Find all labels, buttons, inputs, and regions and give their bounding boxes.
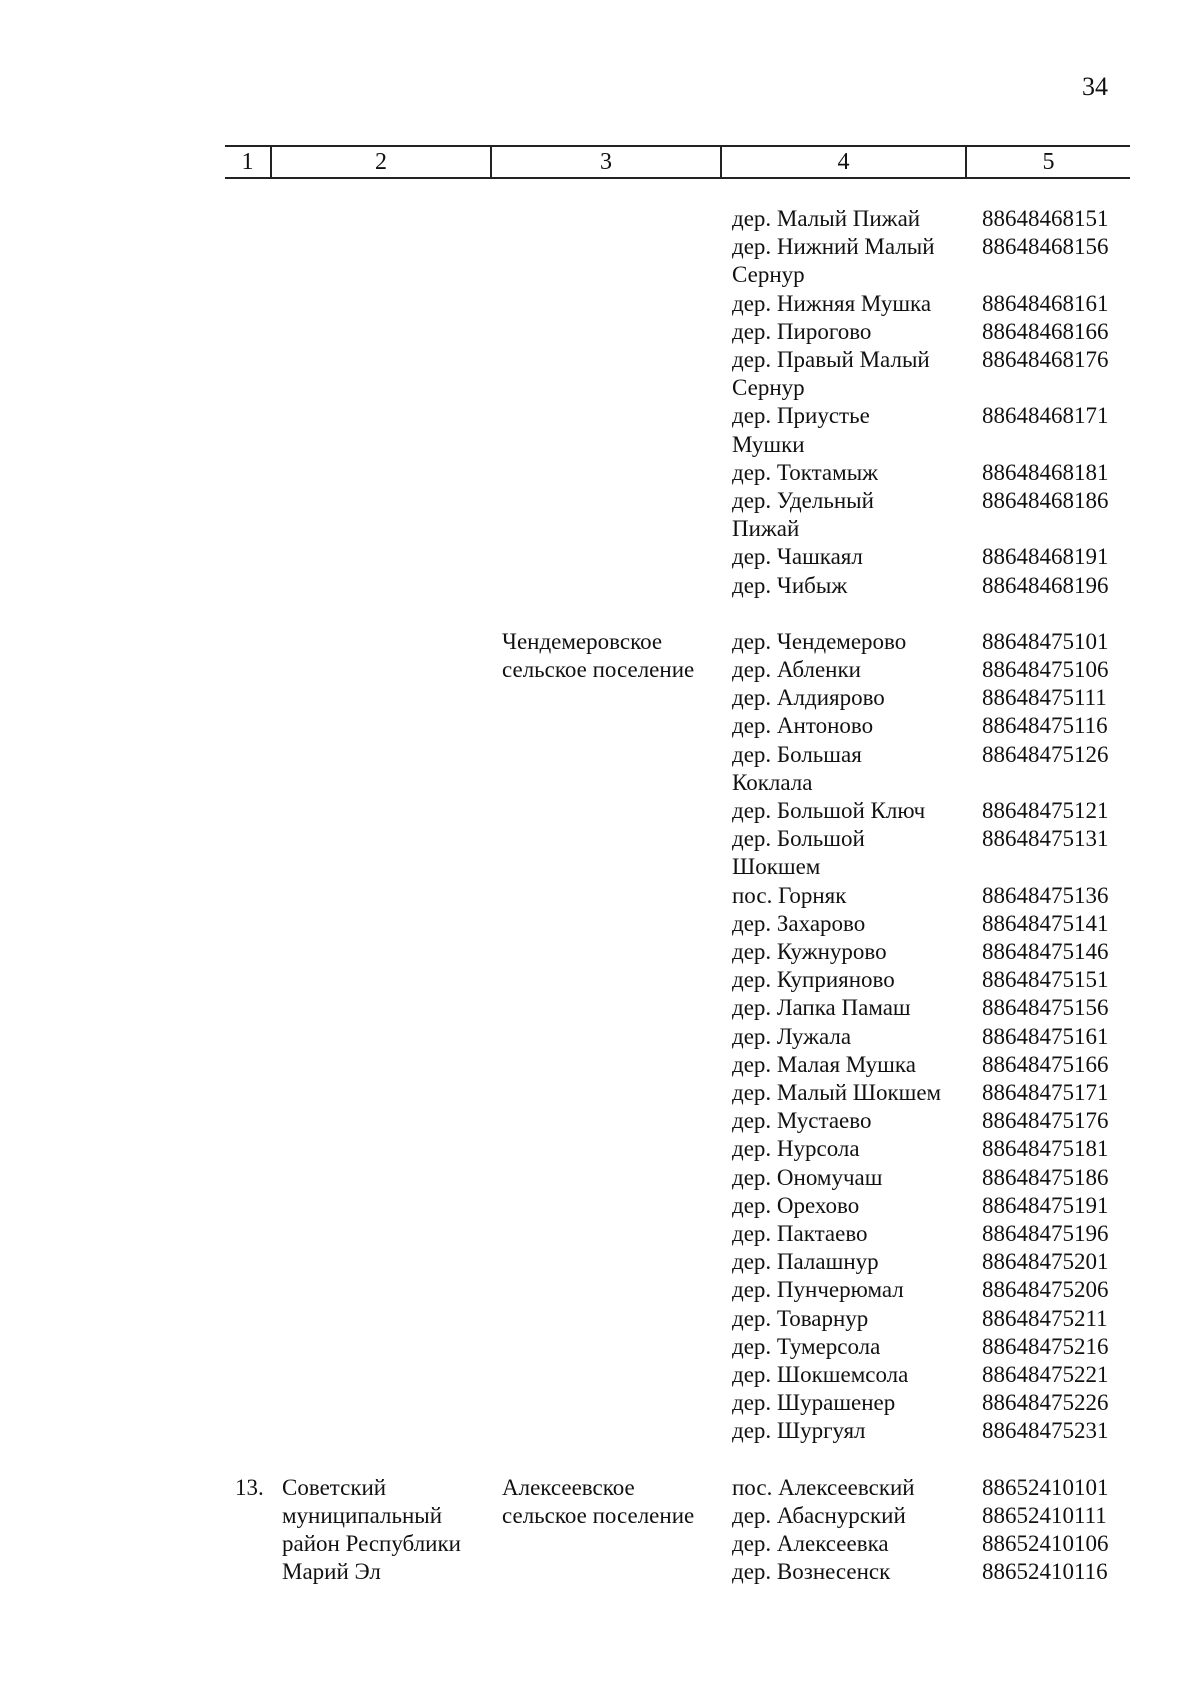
locality-name: Пижай [732,516,800,542]
district-name: район Республики [282,1531,461,1556]
locality-name: дер. Лапка Памаш [732,995,911,1021]
header-col-1: 1 [241,149,254,175]
locality-name: дер. Шокшемсола [732,1362,909,1387]
oktmo-code: 88648468161 [982,290,1109,316]
settlement-name: сельское поселение [502,1502,695,1528]
locality-name: дер. Малая Мушка [732,1051,916,1077]
table-body [225,205,1130,1605]
locality-name: дер. Тумерсола [732,1333,881,1359]
locality-name: дер. Приустье [732,403,870,429]
locality-name: дер. Шургуял [732,1418,866,1444]
oktmo-code: 88648475121 [982,798,1109,823]
oktmo-code: 88648468176 [982,347,1109,372]
oktmo-code: 88648475231 [982,1418,1109,1444]
oktmo-code: 88648475101 [982,628,1109,654]
oktmo-code: 88648475191 [982,1192,1109,1218]
locality-name: дер. Нурсола [732,1136,860,1162]
oktmo-code: 88652410101 [982,1474,1109,1500]
header-col-2: 2 [270,147,490,177]
oktmo-code: 88648468171 [982,403,1109,429]
locality-name: Коклала [732,769,813,795]
locality-name: дер. Токтамыж [732,459,879,485]
oktmo-code: 88648475131 [982,826,1109,852]
oktmo-code: 88648475146 [982,939,1109,964]
oktmo-code: 88648475106 [982,657,1109,682]
locality-name: дер. Пактаево [732,1221,868,1246]
locality-name: дер. Большая [732,741,862,767]
oktmo-code: 88648475186 [982,1164,1109,1190]
locality-name: Шокшем [732,854,821,880]
oktmo-code: 88648475221 [982,1362,1109,1387]
locality-name: пос. Горняк [732,882,847,908]
locality-name: дер. Абленки [732,657,861,682]
oktmo-code: 88648475111 [982,685,1107,711]
locality-name: дер. Палашнур [732,1249,879,1275]
oktmo-code: 88648475116 [982,713,1108,739]
table-header [225,145,1130,179]
oktmo-code: 88648475216 [982,1333,1109,1359]
locality-name: дер. Малый Шокшем [732,1080,942,1105]
header-col-3: 3 [490,147,720,177]
locality-name: дер. Малый Пижай [732,206,921,231]
locality-name: дер. Чендемерово [732,628,907,654]
oktmo-code: 88648475201 [982,1249,1109,1275]
locality-name: дер. Абаснурский [732,1502,906,1528]
locality-name: дер. Алексеевка [732,1531,889,1556]
locality-name: дер. Ономучаш [732,1164,883,1190]
locality-name: дер. Правый Малый [732,347,930,372]
locality-name: Сернур [732,262,805,288]
oktmo-code: 88648475136 [982,882,1109,908]
locality-name: дер. Нижняя Мушка [732,290,932,316]
oktmo-code: 88652410111 [982,1502,1107,1528]
locality-name: дер. Лужала [732,1023,852,1049]
oktmo-code: 88652410106 [982,1531,1109,1556]
locality-name: Сернур [732,375,805,401]
district-name: Марий Эл [282,1559,381,1585]
oktmo-code: 88648475166 [982,1051,1109,1077]
oktmo-code: 88648475161 [982,1023,1109,1049]
oktmo-code: 88648475211 [982,1305,1108,1331]
oktmo-code: 88648475181 [982,1136,1109,1162]
page-number: 34 [1082,72,1108,101]
oktmo-code: 88648468191 [982,544,1109,570]
oktmo-code: 88648475141 [982,910,1109,936]
settlement-name: Чендемеровское [502,628,663,654]
row-number: 13. [235,1474,264,1500]
locality-name: дер. Вознесенск [732,1559,891,1585]
oktmo-code: 88648475226 [982,1390,1109,1416]
oktmo-code: 88648468196 [982,572,1109,598]
locality-name: дер. Товарнур [732,1305,869,1331]
locality-name: Мушки [732,431,805,457]
locality-name: дер. Удельный [732,488,874,513]
oktmo-code: 88652410116 [982,1559,1108,1585]
locality-name: дер. Пунчерюмал [732,1277,904,1303]
oktmo-code: 88648468166 [982,318,1109,344]
oktmo-code: 88648475156 [982,995,1109,1021]
oktmo-code: 88648475171 [982,1080,1109,1105]
locality-name: дер. Куприяново [732,967,895,993]
locality-name: дер. Пирогово [732,318,872,344]
settlement-name: Алексеевское [502,1474,635,1500]
locality-name: дер. Орехово [732,1192,860,1218]
oktmo-code: 88648468181 [982,459,1109,485]
locality-name: дер. Чибыж [732,572,848,598]
locality-name: дер. Большой Ключ [732,798,926,823]
oktmo-code: 88648468151 [982,206,1109,231]
oktmo-code: 88648475176 [982,1108,1109,1134]
locality-name: пос. Алексеевский [732,1474,915,1500]
locality-name: дер. Мустаево [732,1108,872,1134]
locality-name: дер. Антоново [732,713,874,739]
oktmo-code: 88648475151 [982,967,1109,993]
district-name: Советский [282,1474,387,1500]
locality-name: дер. Большой [732,826,865,852]
oktmo-code: 88648468186 [982,488,1109,513]
district-name: муниципальный [282,1502,443,1528]
locality-name: дер. Нижний Малый [732,234,935,260]
header-col-5: 5 [965,147,1130,177]
locality-name: дер. Алдиярово [732,685,885,711]
oktmo-code: 88648475206 [982,1277,1109,1303]
oktmo-code: 88648475196 [982,1221,1109,1246]
header-col-4: 4 [720,147,965,177]
locality-name: дер. Чашкаял [732,544,863,570]
locality-name: дер. Захарово [732,910,866,936]
locality-name: дер. Шурашенер [732,1390,896,1416]
oktmo-code: 88648468156 [982,234,1109,260]
oktmo-code: 88648475126 [982,741,1109,767]
locality-name: дер. Кужнурово [732,939,887,964]
settlement-name: сельское поселение [502,657,695,682]
